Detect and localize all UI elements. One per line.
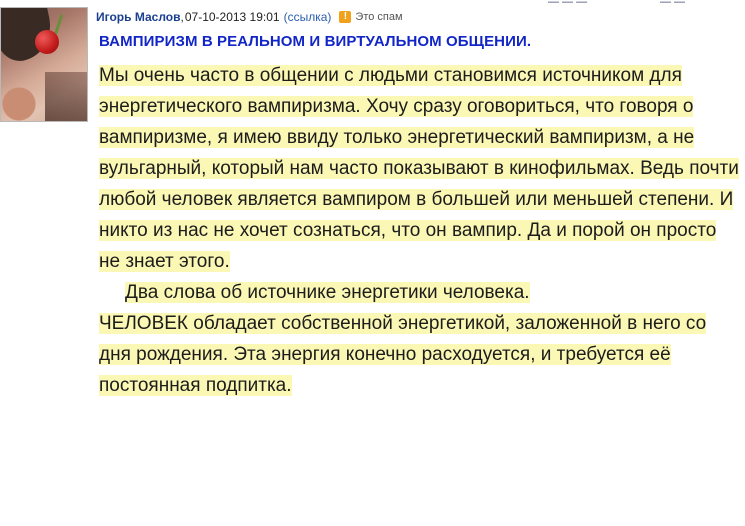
post-body xyxy=(99,60,739,401)
post-paragraph xyxy=(99,308,739,401)
post-title: ВАМПИРИЗМ В РЕАЛЬНОМ И ВИРТУАЛЬНОМ ОБЩЕНИИ. xyxy=(99,33,532,50)
toolbar-fragment-left: — — — xyxy=(548,0,588,8)
browser-toolbar-remnant xyxy=(0,0,745,8)
post-paragraph xyxy=(99,277,739,308)
post-header xyxy=(96,9,403,25)
warning-icon: ! xyxy=(339,11,351,23)
spam-report-button[interactable] xyxy=(339,11,402,23)
post-datetime: 07-10-2013 19:01 xyxy=(184,10,280,24)
post-paragraph-2-text: Два слова об источнике энергетики человека. xyxy=(125,282,530,303)
cherry-icon xyxy=(35,30,59,54)
post-permalink-link[interactable]: (ссылка) xyxy=(283,10,332,24)
post-paragraph-3-text: ЧЕЛОВЕК обладает собственной энергетикой, заложенной в него со дня рождения. Эта энергия конечно расходуется, и требуется её постоянная подпитка. xyxy=(99,313,707,396)
avatar-shadow xyxy=(45,72,88,122)
avatar xyxy=(0,7,88,122)
post-header-separator: , xyxy=(180,10,184,24)
spam-report-label: Это спам xyxy=(355,11,403,23)
post-paragraph xyxy=(99,60,739,277)
post-paragraph-1-text: Мы очень часто в общении с людьми становимся источником для энергетического вампиризма. Хочу сразу оговориться, что говоря о вампиризме, я имею ввиду только энергетический вампиризм, а не вульгарный, который нам часто показывают в кинофильмах. Ведь почти любой человек является вампиром в большей или меньшей степени. И никто из нас не хочет сознаться, что он вампир. Да и порой он просто не знает этого. xyxy=(99,65,739,272)
post-author-link[interactable]: Игорь Маслов xyxy=(96,10,181,24)
toolbar-fragment-right: — — xyxy=(660,0,686,8)
